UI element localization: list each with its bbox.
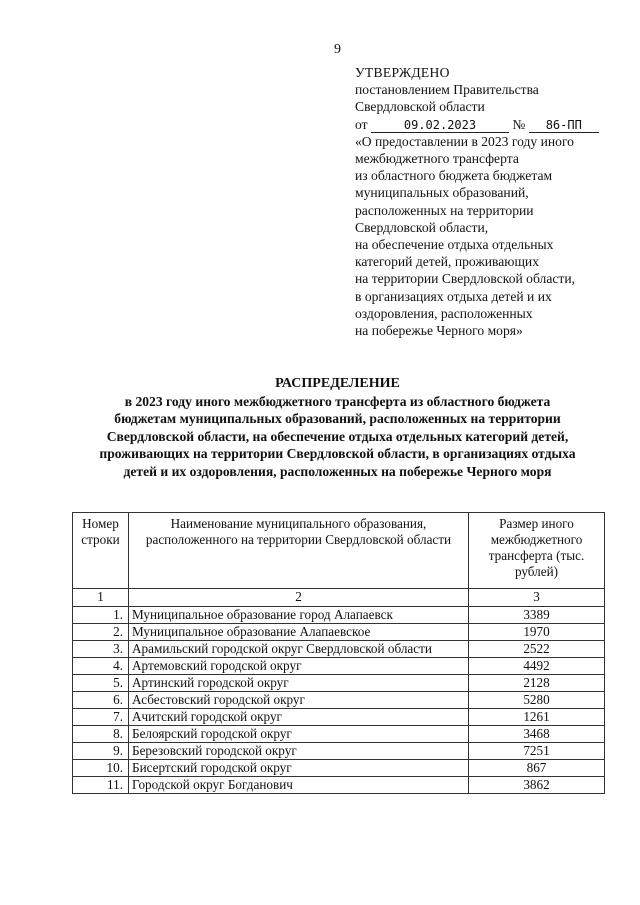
row-number: 6.: [73, 692, 129, 709]
approval-line: постановлением Правительства: [355, 82, 539, 98]
page-number: 9: [334, 42, 341, 57]
approval-title: УТВЕРЖДЕНО: [355, 65, 450, 80]
approval-block: [355, 64, 625, 339]
subject-line: на обеспечение отдыха отдельных: [355, 237, 554, 253]
transfer-amount: 1970: [469, 624, 605, 641]
subject-line: из областного бюджета бюджетам: [355, 168, 553, 184]
transfer-amount: 3389: [469, 607, 605, 624]
table-row: [73, 760, 605, 777]
table-row: [73, 777, 605, 794]
row-number: 5.: [73, 675, 129, 692]
heading-line: в 2023 году иного межбюджетного трансферта из областного бюджета: [124, 393, 551, 409]
number-label: №: [512, 116, 526, 132]
table-row: [73, 624, 605, 641]
table-row: [73, 692, 605, 709]
heading-line: бюджетам муниципальных образований, расположенных на территории: [114, 411, 561, 427]
municipality-name: Арамильский городской округ Свердловской области: [129, 641, 469, 658]
column-index: 3: [469, 589, 605, 607]
table-row: [73, 658, 605, 675]
municipality-name: Асбестовский городской округ: [129, 692, 469, 709]
distribution-table: [72, 512, 605, 794]
municipality-name: Ачитский городской округ: [129, 709, 469, 726]
row-number: 3.: [73, 641, 129, 658]
row-number: 7.: [73, 709, 129, 726]
subject-line: межбюджетного трансферта: [355, 151, 519, 167]
from-label: от: [355, 116, 368, 132]
transfer-amount: 5280: [469, 692, 605, 709]
municipality-name: Муниципальное образование город Алапаевск: [129, 607, 469, 624]
row-number: 11.: [73, 777, 129, 794]
subject-line: расположенных на территории: [355, 202, 534, 218]
table-row: [73, 726, 605, 743]
subject-line: на территории Свердловской области,: [355, 271, 576, 287]
row-number: 10.: [73, 760, 129, 777]
municipality-name: Белоярский городской округ: [129, 726, 469, 743]
municipality-name: Муниципальное образование Алапаевское: [129, 624, 469, 641]
subject-line: в организациях отдыха детей и их: [355, 288, 552, 304]
subject-line: категорий детей, проживающих: [355, 254, 539, 270]
header-amount: Размер иного межбюджетного трансферта (тыс. рублей): [469, 513, 605, 589]
row-number: 8.: [73, 726, 129, 743]
subject-line: Свердловской области,: [355, 219, 489, 235]
table-row: [73, 709, 605, 726]
column-index: 2: [129, 589, 469, 607]
transfer-amount: 4492: [469, 658, 605, 675]
municipality-name: Городской округ Богданович: [129, 777, 469, 794]
municipality-name: Бисертский городской округ: [129, 760, 469, 777]
subject-line: муниципальных образований,: [355, 185, 529, 201]
municipality-name: Артемовский городской округ: [129, 658, 469, 675]
transfer-amount: 867: [469, 760, 605, 777]
transfer-amount: 2522: [469, 641, 605, 658]
table-row: [73, 675, 605, 692]
table-row: [73, 607, 605, 624]
approval-number: 86-ПП: [529, 119, 599, 133]
transfer-amount: 1261: [469, 709, 605, 726]
column-index-row: [73, 589, 605, 607]
document-heading: [70, 375, 605, 481]
row-number: 9.: [73, 743, 129, 760]
municipality-name: Артинский городской округ: [129, 675, 469, 692]
approval-date: 09.02.2023: [371, 119, 509, 133]
approval-subject: [355, 133, 625, 339]
subject-line: оздоровления, расположенных: [355, 305, 533, 321]
approval-date-line: [355, 116, 625, 133]
header-row-no: Номер строки: [73, 513, 129, 589]
heading-line: Свердловской области, на обеспечение отдыха отдельных категорий детей,: [106, 428, 569, 444]
subject-line: на побережье Черного моря»: [355, 323, 523, 339]
column-index: 1: [73, 589, 129, 607]
transfer-amount: 3468: [469, 726, 605, 743]
heading-title: РАСПРЕДЕЛЕНИЕ: [275, 376, 400, 391]
heading-line: детей и их оздоровления, расположенных на побережье Черного моря: [123, 463, 552, 479]
transfer-amount: 3862: [469, 777, 605, 794]
subject-line: «О предоставлении в 2023 году иного: [355, 133, 574, 149]
transfer-amount: 7251: [469, 743, 605, 760]
municipality-name: Березовский городской округ: [129, 743, 469, 760]
table-header-row: [73, 513, 605, 589]
table-row: [73, 641, 605, 658]
approval-line: Свердловской области: [355, 99, 485, 115]
header-name: Наименование муниципального образования, расположенного на территории Свердловской области: [129, 513, 469, 589]
row-number: 4.: [73, 658, 129, 675]
table-row: [73, 743, 605, 760]
row-number: 1.: [73, 607, 129, 624]
heading-line: проживающих на территории Свердловской области, в организациях отдыха: [99, 446, 576, 462]
transfer-amount: 2128: [469, 675, 605, 692]
row-number: 2.: [73, 624, 129, 641]
